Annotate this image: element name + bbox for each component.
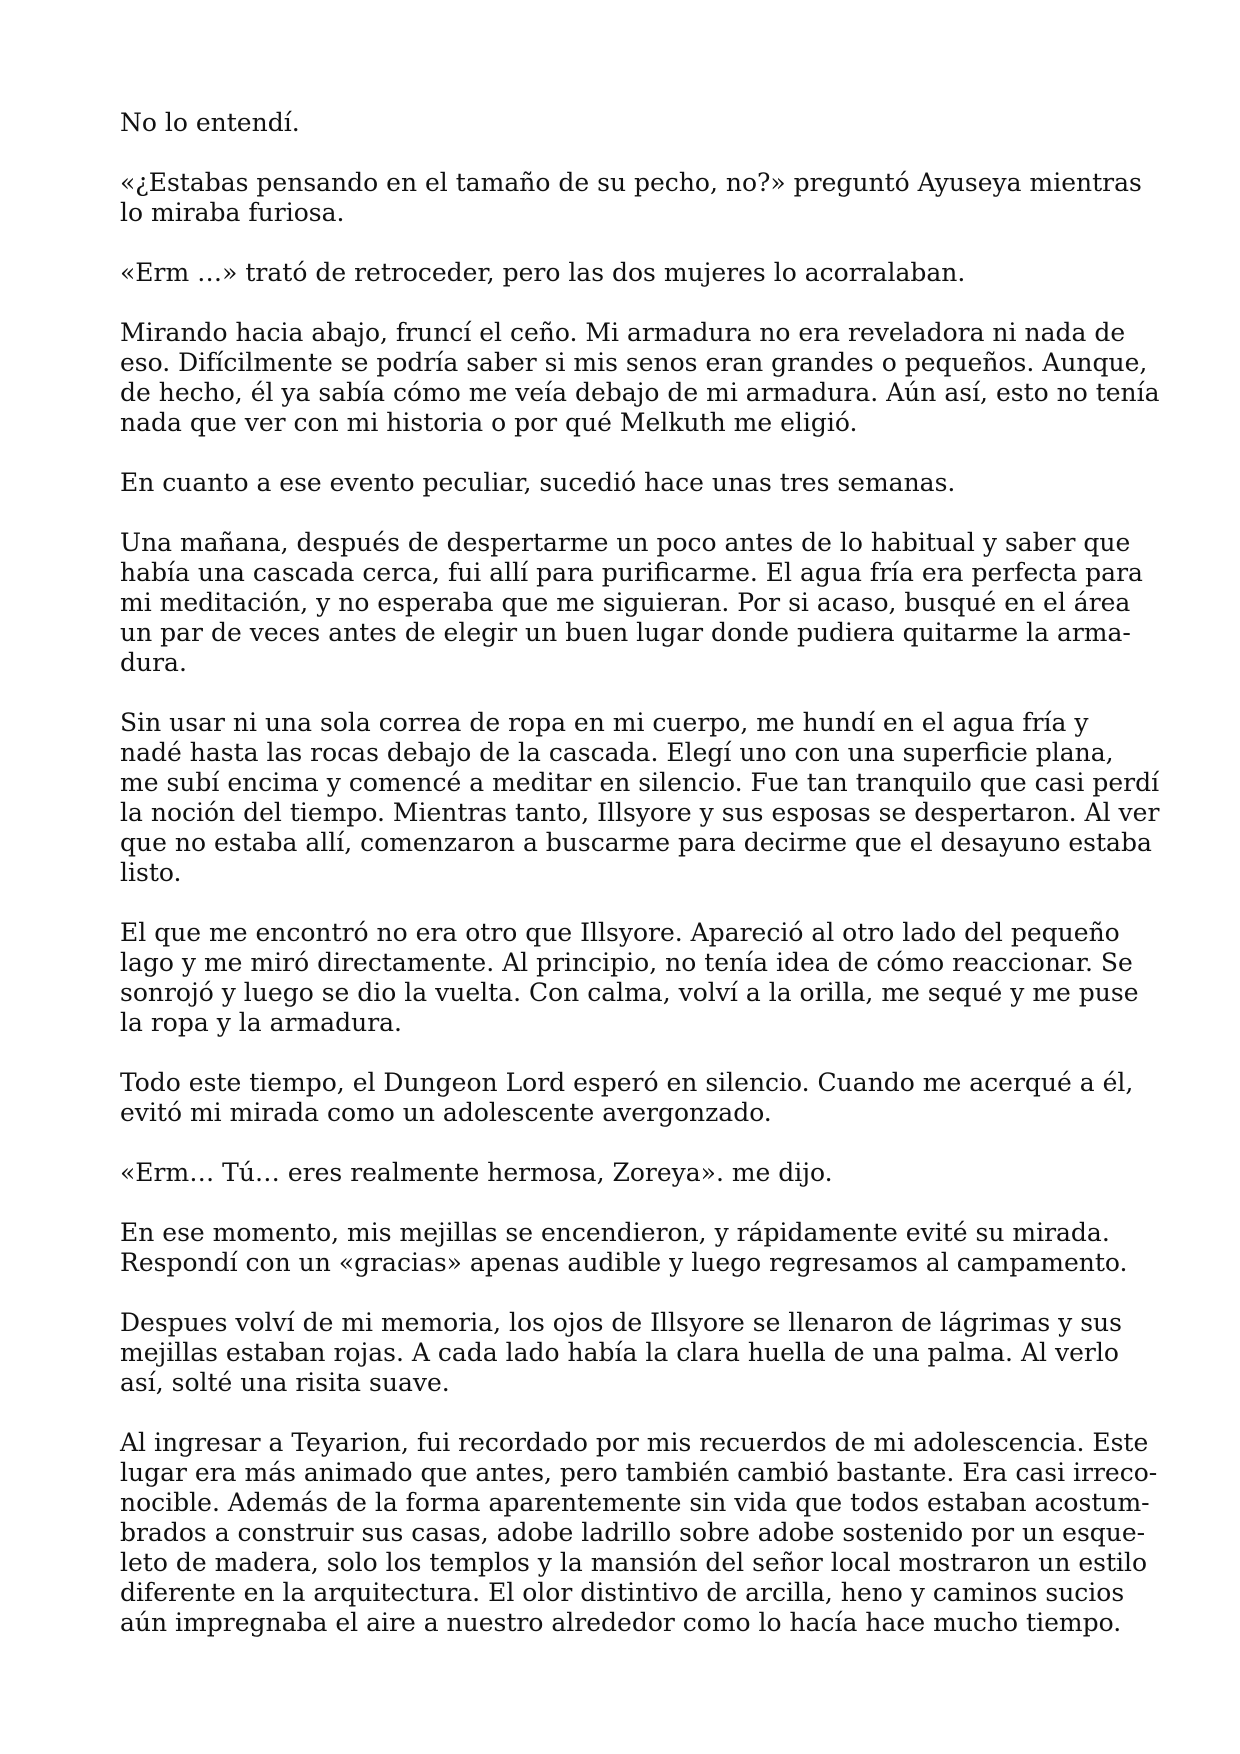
text-line: así, solté una risita suave. (120, 1368, 450, 1397)
paragraph (120, 918, 1139, 1038)
text-line: Al ingresar a Teyarion, fui recordado por mis recuerdos de mi adolescencia. Este (120, 1428, 1149, 1457)
text-line: brados a construir sus casas, adobe ladrillo sobre adobe sostenido por un esque- (120, 1518, 1146, 1547)
text-line: Mirando hacia abajo, fruncí el ceño. Mi armadura no era reveladora ni nada de (120, 318, 1126, 347)
text-line: listo. (120, 858, 182, 887)
paragraph (120, 258, 1124, 288)
paragraph (120, 1428, 1158, 1638)
text-line: diferente en la arquitectura. El olor distintivo de arcilla, heno y caminos sucios (120, 1578, 1125, 1607)
paragraph (120, 1308, 1124, 1398)
paragraph (120, 1158, 1124, 1188)
text-line: mejillas estaban rojas. A cada lado había la clara huella de una palma. Al verlo (120, 1338, 1119, 1367)
document-page (120, 108, 1160, 1668)
paragraph (120, 318, 1160, 438)
text-line: Una mañana, después de despertarme un poco antes de lo habitual y saber que (120, 528, 1131, 557)
text-line: aún impregnaba el aire a nuestro alrededor como lo hacía hace mucho tiempo. (120, 1608, 1122, 1637)
paragraph (120, 1218, 1128, 1278)
text-line: nada que ver con mi historia o por qué Melkuth me eligió. (120, 408, 858, 437)
text-line: evitó mi mirada como un adolescente avergonzado. (120, 1098, 772, 1127)
text-line: lo miraba furiosa. (120, 198, 345, 227)
text-line: Respondí con un «gracias» apenas audible y luego regresamos al campamento. (120, 1248, 1128, 1277)
text-line: la noción del tiempo. Mientras tanto, Illsyore y sus esposas se despertaron. Al ver (120, 798, 1160, 827)
text-line: sonrojó y luego se dio la vuelta. Con calma, volví a la orilla, me sequé y me puse (120, 978, 1139, 1007)
paragraph (120, 528, 1143, 678)
text-line: nocible. Además de la forma aparentemente sin vida que todos estaban acostum- (120, 1488, 1150, 1517)
text-line: me subí encima y comencé a meditar en silencio. Fue tan tranquilo que casi perdí (120, 768, 1160, 797)
text-line: El que me encontró no era otro que Illsyore. Apareció al otro lado del pequeño (120, 918, 1120, 947)
text-line: lago y me miró directamente. Al principio, no tenía idea de cómo reaccionar. Se (120, 948, 1133, 977)
text-line: lugar era más animado que antes, pero también cambió bastante. Era casi irreco- (120, 1458, 1158, 1487)
text-line: la ropa y la armadura. (120, 1008, 402, 1037)
text-line: eso. Difícilmente se podría saber si mis senos eran grandes o pequeños. Aunque, (120, 348, 1148, 377)
text-line: Todo este tiempo, el Dungeon Lord esperó en silencio. Cuando me acerqué a él, (120, 1068, 1134, 1097)
text-line: había una cascada cerca, fui allí para purificarme. El agua fría era perfecta para (120, 558, 1143, 587)
text-line: En ese momento, mis mejillas se encendieron, y rápidamente evité su mirada. (120, 1218, 1110, 1247)
text-line: Sin usar ni una sola correa de ropa en mi cuerpo, me hundí en el agua fría y (120, 708, 1089, 737)
text-line: nadé hasta las rocas debajo de la cascada. Elegí uno con una superficie plana, (120, 738, 1114, 767)
paragraph (120, 708, 1160, 888)
text-line: un par de veces antes de elegir un buen lugar donde pudiera quitarme la arma- (120, 618, 1131, 647)
text-line: No lo entendí. (120, 108, 300, 137)
text-line: En cuanto a ese evento peculiar, sucedió hace unas tres semanas. (120, 468, 956, 497)
text-line: dura. (120, 648, 187, 677)
paragraph (120, 1068, 1134, 1128)
text-line: de hecho, él ya sabía cómo me veía debajo de mi armadura. Aún así, esto no tenía (120, 378, 1160, 407)
text-line: «Erm …» trató de retroceder, pero las dos mujeres lo acorralaban. (120, 258, 966, 287)
paragraph (120, 168, 1142, 228)
text-line: leto de madera, solo los templos y la mansión del señor local mostraron un estilo (120, 1548, 1148, 1577)
text-line: que no estaba allí, comenzaron a buscarme para decirme que el desayuno estaba (120, 828, 1152, 857)
paragraph (120, 468, 1124, 498)
text-line: mi meditación, y no esperaba que me siguieran. Por si acaso, busqué en el área (120, 588, 1131, 617)
text-line: «¿Estabas pensando en el tamaño de su pecho, no?» preguntó Ayuseya mientras (120, 168, 1142, 197)
text-line: «Erm… Tú… eres realmente hermosa, Zoreya». me dijo. (120, 1158, 833, 1187)
paragraph (120, 108, 1124, 138)
text-line: Despues volví de mi memoria, los ojos de Illsyore se llenaron de lágrimas y sus (120, 1308, 1122, 1337)
